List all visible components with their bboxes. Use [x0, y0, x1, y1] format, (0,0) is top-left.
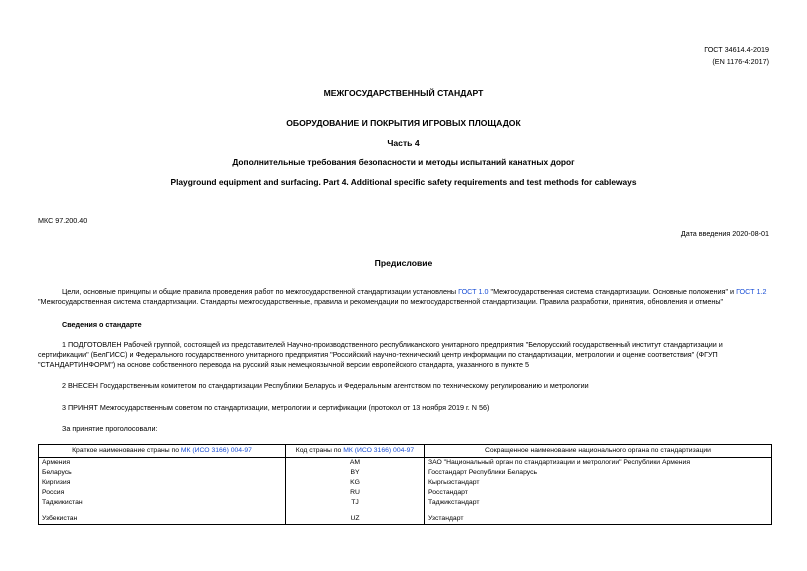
table-row: [39, 488, 772, 498]
col-country-header: [39, 445, 286, 458]
code-cell: TJ: [286, 498, 425, 508]
mk-iso-link[interactable]: МК (ИСО 3166) 004-97: [180, 447, 252, 454]
item-2: 2 ВНЕСЕН Государственным комитетом по стандартизации Республики Беларусь и Федеральным агентством по техническому регулированию и метрологии: [62, 381, 589, 390]
foreword-paragraph: [38, 287, 772, 307]
body-cell: Таджикстандарт: [425, 498, 772, 508]
mks-code: МКС 97.200.40: [38, 216, 88, 225]
code-cell: KG: [286, 478, 425, 488]
code-cell: AM: [286, 458, 425, 469]
foreword-text-a: Цели, основные принципы и общие правила проведения работ по межгосударственной стандартизации установлены: [62, 287, 459, 296]
item-3: 3 ПРИНЯТ Межгосударственным советом по стандартизации, метрологии и сертификации (протокол от 13 ноября 2019 г. N 56): [62, 403, 490, 412]
item-1: 1 ПОДГОТОВЛЕН Рабочей группой, состоящей из представителей Научно-производственного республиканского унитарного предприятия "Белорусский государственный институт стандартизации и сертификации" (БелГИСС) и Федерального государственного унитарного предприятия "Российский научно-технический центр информации по стандартизации, метрологии и оценке соответствия" (ФГУП "СТАНДАРТИНФОРМ") на основе собственного перевода на русский язык немецкоязычной версии европейского стандарта, указанного в пункте 5: [38, 340, 723, 369]
standard-type: МЕЖГОСУДАРСТВЕННЫЙ СТАНДАРТ: [323, 88, 484, 98]
country-cell: Киргизия: [39, 478, 286, 488]
table-row: [39, 498, 772, 508]
col-body-header: Сокращенное наименование национального органа по стандартизации: [425, 445, 772, 458]
gost-1-2-link[interactable]: ГОСТ 1.2: [736, 287, 767, 296]
col-country-header-text: Краткое наименование страны по: [72, 447, 181, 454]
country-cell: Беларусь: [39, 468, 286, 478]
body-cell: Госстандарт Республики Беларусь: [425, 468, 772, 478]
table-row: [39, 468, 772, 478]
standard-name: ОБОРУДОВАНИЕ И ПОКРЫТИЯ ИГРОВЫХ ПЛОЩАДОК: [286, 118, 521, 128]
foreword-heading: Предисловие: [374, 258, 433, 268]
code-cell: BY: [286, 468, 425, 478]
table-row: [39, 478, 772, 488]
standard-part: Часть 4: [387, 138, 420, 148]
col-code-header: [286, 445, 425, 458]
subtitle-ru: Дополнительные требования безопасности и методы испытаний канатных дорог: [232, 157, 575, 167]
foreword-text-b: "Межгосударственная система стандартизации. Основные положения" и: [488, 287, 737, 296]
agreement-table: [38, 444, 772, 525]
table-row: [39, 458, 772, 469]
code-cell: UZ: [286, 514, 425, 525]
subtitle-en: Playground equipment and surfacing. Part 4. Additional specific safety requirements and test methods for cableways: [170, 177, 637, 187]
country-cell: Россия: [39, 488, 286, 498]
country-cell: Узбекистан: [39, 514, 286, 525]
table-row: [39, 514, 772, 525]
col-code-header-text: Код страны по: [295, 447, 344, 454]
body-cell: Узстандарт: [425, 514, 772, 525]
table-header-row: [39, 445, 772, 458]
voted-label: За принятие проголосовали:: [62, 424, 158, 433]
body-cell: Росстандарт: [425, 488, 772, 498]
intro-date: Дата введения 2020-08-01: [680, 229, 769, 238]
gost-1-0-link[interactable]: ГОСТ 1.0: [458, 287, 489, 296]
code-cell: RU: [286, 488, 425, 498]
en-number: (EN 1176-4:2017): [712, 57, 769, 66]
country-cell: Таджикистан: [39, 498, 286, 508]
foreword-text-c: "Межгосударственная система стандартизации. Стандарты межгосударственные, правила и рекомендации по межгосударственной стандартизации. Правила разработки, принятия, обновления и отмены": [38, 297, 724, 306]
about-heading: Сведения о стандарте: [62, 320, 142, 329]
body-cell: Кыргызстандарт: [425, 478, 772, 488]
country-cell: Армения: [39, 458, 286, 469]
doc-number: ГОСТ 34614.4-2019: [704, 45, 769, 54]
body-cell: ЗАО "Национальный орган по стандартизации и метрологии" Республики Армения: [425, 458, 772, 469]
mk-iso-link[interactable]: МК (ИСО 3166) 004-97: [343, 447, 415, 454]
